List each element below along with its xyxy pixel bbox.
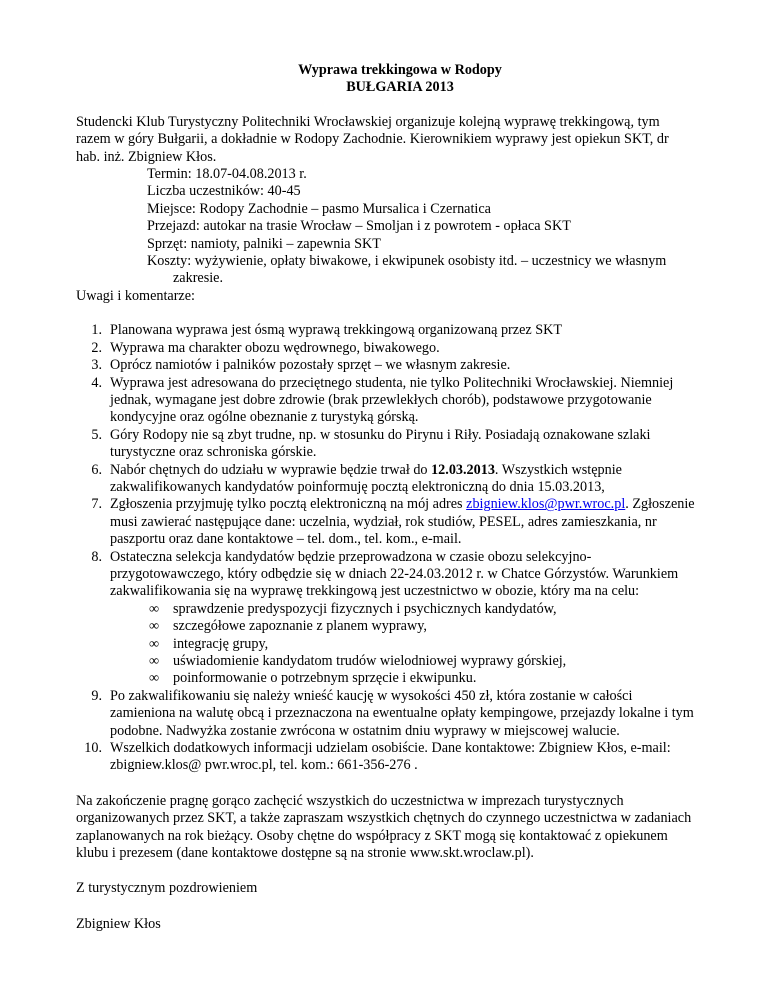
detail-przejazd: Przejazd: autokar na trasie Wrocław – Smoljan i z powrotem - opłaca SKT [147,218,571,235]
greeting: Z turystycznym pozdrowieniem [76,880,258,897]
list-item [76,375,696,427]
item-text: Planowana wyprawa jest ósmą wyprawą trekkingową organizowaną przez SKT [110,322,563,339]
detail-koszty-cont: zakresie. [173,270,224,287]
infinity-bullet-icon: ∞ [149,635,160,652]
document-page [76,62,696,933]
signature: Zbigniew Kłos [76,915,161,932]
item-number: 4. [91,374,102,391]
list-item [76,496,696,548]
item-number: 7. [91,496,102,513]
bullet-item [76,670,696,687]
infinity-bullet-icon: ∞ [149,600,160,617]
item-number: 2. [91,339,102,356]
item-text: Oprócz namiotów i palników pozostały sprzęt – we własnym zakresie. [110,357,511,374]
uwagi-heading: Uwagi i komentarze: [76,287,195,304]
item-text: Wyprawa jest adresowana do przeciętnego studenta, nie tylko Politechniki Wrocławskiej. Niemniej jednak, wymagane jest dobre zdrowie (brak przewlekłych chorób), podstawowe przygotowanie kondycyjne oraz ogólne obeznanie z turystyką górską. [110,374,674,426]
infinity-bullet-icon: ∞ [149,653,160,669]
item-text: Wszelkich dodatkowych informacji udzielam osobiście. Dane kontaktowe: Zbigniew Kłos, e-mail: zbigniew.klos@ pwr.wroc.pl, tel. kom.: 661-356-276 . [110,740,671,774]
item-number: 1. [91,322,102,339]
closing-paragraph: Na zakończenie pragnę gorąco zachęcić wszystkich do uczestnictwa w imprezach turystycznych organizowanych przez SKT, a także zapraszam wszystkich chętnych do czynnego uczestnictwa w zadaniach zaplanowanych na rok bieżący. Osoby chętne do współpracy z SKT mogą się kontaktować z opiekunem klubu i prezesem (dane kontaktowe dostępne są na stronie www.skt.wroclaw.pl). [76,792,692,862]
list-item [76,688,696,740]
list-item [76,549,696,601]
document-subtitle: BUŁGARIA 2013 [346,79,454,96]
email-link[interactable]: zbigniew.klos@pwr.wroc.pl [466,496,626,513]
detail-koszty: Koszty: wyżywienie, opłaty biwakowe, i ekwipunek osobisty itd. – uczestnicy we własnym [147,253,667,270]
item-number: 6. [91,461,102,478]
item-text: Wyprawa ma charakter obozu wędrownego, biwakowego. [110,339,440,356]
remarks-list-continued [76,688,696,775]
list-item [76,322,696,339]
item-text: Góry Rodopy nie są zbyt trudne, np. w stosunku do Pirynu i Riły. Posiadają oznakowane szlaki turystyczne oraz schroniska górskie. [110,426,651,461]
item-number: 5. [91,426,102,443]
deadline-date: 12.03.2013 [431,461,495,478]
list-item [76,340,696,357]
list-item [76,427,696,462]
item-text: Zgłoszenia przyjmuję tylko pocztą elektroniczną na mój adres [110,496,467,513]
bullet-item [76,653,696,670]
bullet-item [76,618,696,635]
bullet-text: integrację grupy, [173,635,269,652]
item-number: 10. [84,740,102,757]
list-item [76,357,696,374]
bullet-text: sprawdzenie predyspozycji fizycznych i psychicznych kandydatów, [173,600,557,617]
item-text: Ostateczna selekcja kandydatów będzie przeprowadzona w czasie obozu selekcyjno-przygotowawczego, który odbędzie się w dniach 22-24.03.2012 r. w Chatce Górzystów. Warunkiem zakwalifikowania się na wyprawę trekkingową jest uczestnictwo w obozie, który ma na celu: [110,548,679,600]
infinity-bullet-icon: ∞ [149,618,160,635]
intro-paragraph: Studencki Klub Turystyczny Politechniki Wrocławskiej organizuje kolejną wyprawę trekkingową, tym razem w góry Bułgarii, a dokładnie w Rodopy Zachodnie. Kierownikiem wyprawy jest opiekun SKT, dr hab. inż. Zbigniew Kłos. [76,113,669,165]
detail-sprzet: Sprzęt: namioty, palniki – zapewnia SKT [147,235,381,252]
bullet-item [76,601,696,618]
document-title: Wyprawa trekkingowa w Rodopy [298,62,502,78]
bullet-text: poinformowanie o potrzebnym sprzęcie i ekwipunku. [173,670,477,687]
remarks-list [76,322,696,601]
detail-termin: Termin: 18.07-04.08.2013 r. [147,166,307,183]
item-text: Nabór chętnych do udziału w wyprawie będzie trwał do [110,461,432,478]
detail-miejsce: Miejsce: Rodopy Zachodnie – pasmo Mursalica i Czernatica [147,200,491,217]
bullet-text: szczegółowe zapoznanie z planem wyprawy, [173,618,427,635]
infinity-bullet-icon: ∞ [149,670,160,687]
detail-liczba: Liczba uczestników: 40-45 [147,183,301,200]
item-number: 8. [91,548,102,565]
item-text: . Zgłoszenie musi zawierać następujące dane: uczelnia, wydział, rok studiów, PESEL, adres zamieszkania, nr paszportu oraz dane kontaktowe – tel. dom., tel. kom., e-mail. [110,496,695,548]
item-number: 3. [91,357,102,374]
list-item [76,462,696,497]
list-item [76,740,696,775]
bullet-item [76,636,696,653]
bullet-text: uświadomienie kandydatom trudów wielodniowej wyprawy górskiej, [173,653,567,669]
item-number: 9. [91,687,102,704]
item-text: . Wszystkich wstępnie zakwalifikowanych kandydatów poinformuję pocztą elektroniczną do dnia 15.03.2013, [110,461,622,495]
item-text: Po zakwalifikowaniu się należy wnieść kaucję w wysokości 450 zł, która zostanie w całości zamieniona na walutę obcą i przeznaczona na ewentualne opłaty kempingowe, przejazdy lokalne i tym podobne. Nadwyżka zostanie zwrócona w ostatnim dniu wyprawy w miejscowej walucie. [110,687,694,739]
goals-list [76,601,696,688]
